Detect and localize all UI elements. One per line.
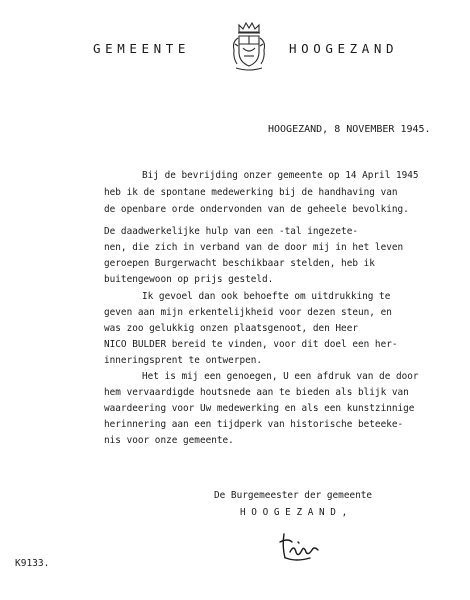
- closing-municipality: H O O G E Z A N D ,: [240, 507, 348, 518]
- paragraph-2-line: geroepen Burgerwacht beschikbaar stelden, heb ik: [104, 258, 375, 269]
- closing-title: De Burgemeester der gemeente: [214, 490, 373, 501]
- paragraph-2-line: buitengewoon op prijs gesteld.: [104, 274, 274, 285]
- paragraph-3-line: was zoo gelukkig onzen plaatsgenoot, den Heer: [104, 323, 358, 334]
- date-line: HOOGEZAND, 8 NOVEMBER 1945.: [268, 124, 431, 135]
- paragraph-2-line: De daadwerkelijke hulp van een -tal ingezete-: [104, 226, 358, 237]
- paragraph-4-line: hem vervaardigde houtsnede aan te bieden als blijk van: [104, 387, 409, 398]
- paragraph-4-line: waardeering voor Uw medewerking en als een kunstzinnige: [104, 403, 415, 414]
- handwritten-signature-icon: [276, 528, 332, 564]
- paragraph-3-line: inneringsprent te ontwerpen.: [104, 355, 263, 366]
- paragraph-1-line: heb ik de spontane medewerking bij de handhaving van: [104, 187, 398, 198]
- letterhead-hoogezand: HOOGEZAND: [289, 41, 399, 56]
- archive-number: K9133.: [15, 558, 50, 569]
- paragraph-1-line: Bij de bevrijding onzer gemeente op 14 April 1945: [142, 170, 419, 181]
- paragraph-2-line: nen, die zich in verband van de door mij in het leven: [104, 242, 404, 253]
- paragraph-4-line: herinnering aan een tijdperk van historische beteeke-: [104, 419, 404, 430]
- paragraph-3-line: NICO BULDER bereid te vinden, voor dit doel een her-: [104, 339, 398, 350]
- paragraph-3-line: geven aan mijn erkentelijkheid voor dezen steun, en: [104, 307, 392, 318]
- paragraph-3-line: Ik gevoel dan ook behoefte om uitdrukking te: [142, 291, 391, 302]
- paragraph-4-line: Het is mij een genoegen, U een afdruk van de door: [142, 371, 419, 382]
- letterhead-gemeente: GEMEENTE: [93, 41, 191, 56]
- paragraph-1-line: de openbare orde ondervonden van de geheele bevolking.: [104, 204, 409, 215]
- municipal-coat-of-arms-icon: [229, 18, 269, 76]
- paragraph-4-line: nis voor onze gemeente.: [104, 435, 234, 446]
